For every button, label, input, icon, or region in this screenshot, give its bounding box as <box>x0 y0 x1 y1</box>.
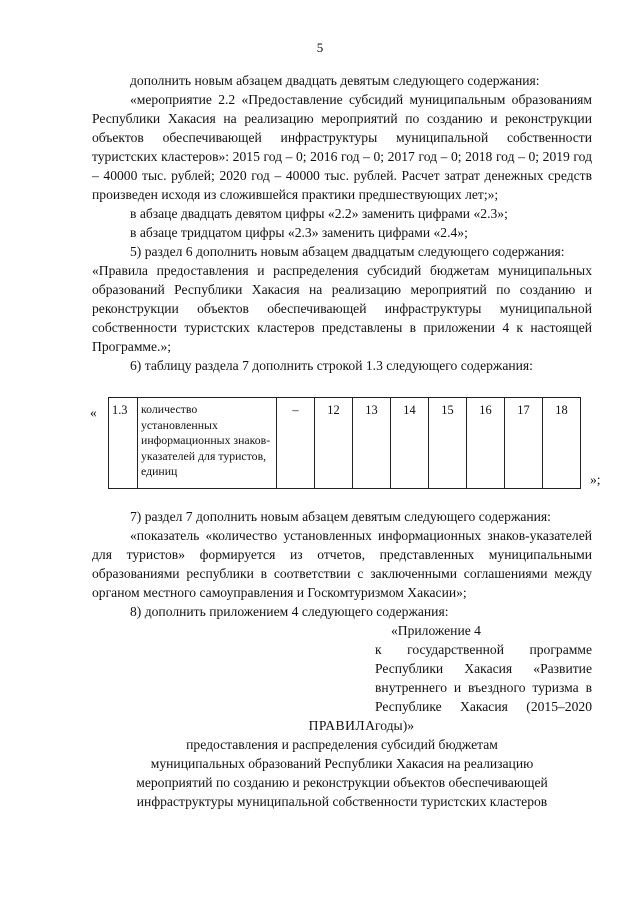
rules-subtitle-line: инфраструктуры муниципальной собственности туристских кластеров <box>136 794 548 809</box>
rules-title-block <box>92 716 592 811</box>
table-open-quote: « <box>90 405 97 420</box>
rules-heading: ПРАВИЛА <box>308 718 376 733</box>
appendix-title: «Приложение 4 <box>391 623 481 638</box>
table-row <box>109 398 581 489</box>
appendix-text: к государственной программе Республики Хакасия «Развитие внутреннего и въездного туризма в Республике Хакасия (2015–2020 годы)» <box>375 642 592 733</box>
table-row-insert <box>90 397 601 489</box>
paragraph-7: 6) таблицу раздела 7 дополнить строкой 1.3 следующего содержания: <box>130 358 533 373</box>
rules-subtitle-line: предоставления и распределения субсидий бюджетам <box>186 737 498 752</box>
paragraph-2: «мероприятие 2.2 «Предоставление субсидий муниципальным образованиям Республики Хакасия на реализацию мероприятий по созданию и реконструкции объектов обеспечивающей инфраструктуры муниципальной собственности туристских кластеров»: 2015 год – 0; 2016 год – 0; 2017 год – 0; 2018 год – 0; 2019 год – 40000 тыс. рублей; 2020 год – 40000 тыс. рублей. Расчет затрат денежных средств произведен исходя из сложившейся практики предшествующих лет;»; <box>92 92 592 202</box>
paragraph-1: дополнить новым абзацем двадцать девятым следующего содержания: <box>130 73 540 88</box>
page-number: 5 <box>316 40 324 55</box>
rules-subtitle-line: мероприятий по созданию и реконструкции объектов обеспечивающей <box>136 775 548 790</box>
indicator-table <box>108 397 581 489</box>
table-cell-number: 1.3 <box>109 398 138 489</box>
paragraph-5: 5) раздел 6 дополнить новым абзацем двадцатым следующего содержания: <box>130 244 565 259</box>
paragraph-6: «Правила предоставления и распределения субсидий бюджетам муниципальных образований Республики Хакасия на реализацию мероприятий по созданию и реконструкции объектов обеспечивающей инфраструктуры муниципальной собственности туристских кластеров представлены в приложении 4 к настоящей Программе.»; <box>92 263 592 354</box>
paragraph-4: в абзаце тридцатом цифры «2.3» заменить цифрами «2.4»; <box>130 225 468 240</box>
table-close-quote: »; <box>590 472 601 487</box>
paragraph-9: «показатель «количество установленных информационных знаков-указателей для туристов» формируется из отчетов, представленных муниципальными образованиями республики в соответствии с заключенными соглашениями между органом местного самоуправления и Госкомтуризмом Хакасии»; <box>92 528 592 600</box>
table-cell-dash: – <box>277 398 315 489</box>
table-cell-value: 15 <box>429 398 467 489</box>
table-cell-label: количество установленных информационных знаков-указателей для туристов, единиц <box>138 398 277 489</box>
table-cell-value: 18 <box>543 398 581 489</box>
paragraph-8: 7) раздел 7 дополнить новым абзацем девятым следующего содержания: <box>130 509 551 524</box>
document-body <box>90 71 601 735</box>
paragraph-10: 8) дополнить приложением 4 следующего содержания: <box>130 604 449 619</box>
paragraph-3: в абзаце двадцать девятом цифры «2.2» заменить цифрами «2.3»; <box>130 206 508 221</box>
table-cell-value: 17 <box>505 398 543 489</box>
table-cell-value: 14 <box>391 398 429 489</box>
table-cell-value: 12 <box>315 398 353 489</box>
rules-subtitle-line: муниципальных образований Республики Хакасия на реализацию <box>150 756 534 771</box>
table-cell-value: 16 <box>467 398 505 489</box>
table-cell-value: 13 <box>353 398 391 489</box>
